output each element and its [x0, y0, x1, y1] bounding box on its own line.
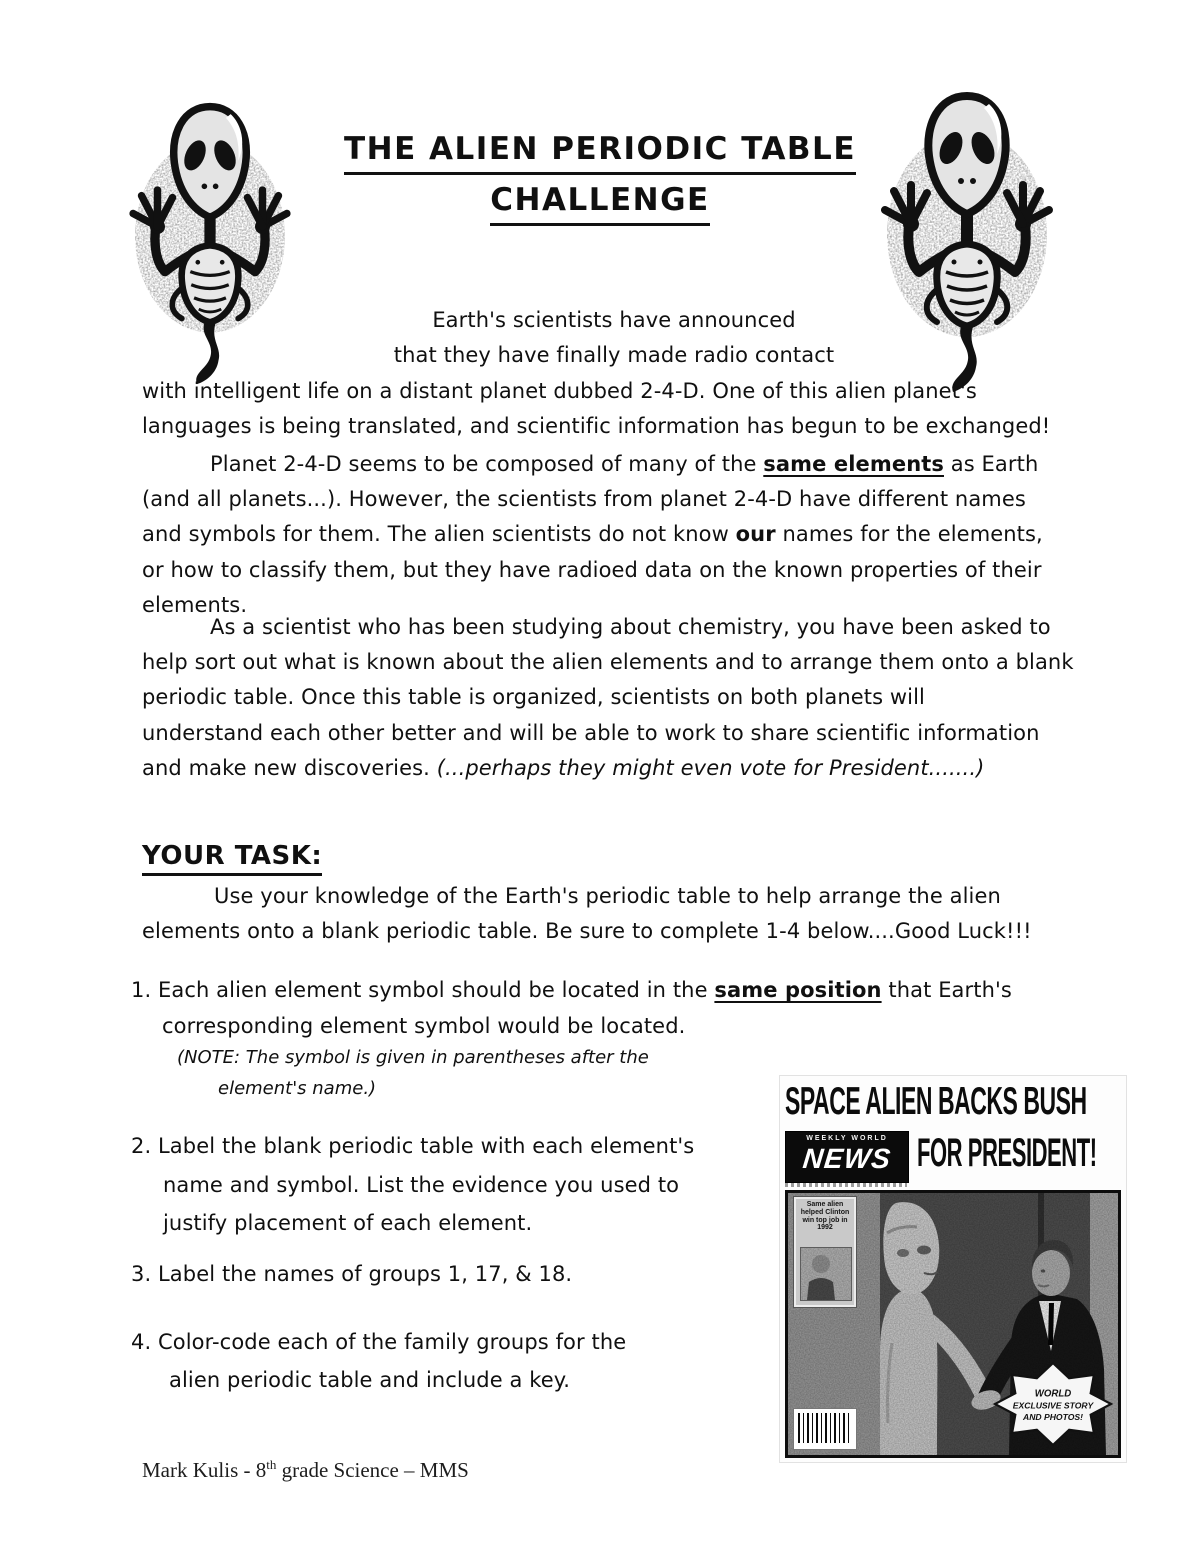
tabloid-clipping [780, 1076, 1126, 1462]
paragraph-line: periodic table. Once this table is organized, scientists on both planets will [142, 685, 925, 710]
paragraph-3 [142, 610, 1074, 786]
footer-author: Mark Kulis - 8 [142, 1458, 267, 1482]
intro-paragraph [142, 374, 1050, 444]
inset-previous-cover [794, 1197, 856, 1307]
barcode [793, 1408, 857, 1450]
burst-text-3: AND PHOTOS! [1022, 1412, 1084, 1423]
text-segment: Planet 2-4-D seems to be composed of many of the [210, 452, 764, 476]
tabloid-second-row [785, 1131, 1121, 1186]
tabloid-headline-top: SPACE ALIEN BACKS BUSH [785, 1080, 1087, 1124]
paragraph-line: understand each other better and will be able to work to share scientific information [142, 720, 1040, 745]
inset-portrait [801, 1248, 851, 1300]
masthead-fineprint-bar [785, 1183, 907, 1187]
task-item-3 [131, 1262, 572, 1286]
bold-text: our [735, 522, 776, 547]
list-item-line: 4. Color-code each of the family groups for the [131, 1330, 627, 1354]
paragraph-line: with intelligent life on a distant planet dubbed 2-4-D. One of this alien planet's [142, 379, 977, 403]
paragraph-line: Use your knowledge of the Earth's periodic table to help arrange the alien [214, 884, 1001, 908]
burst-text-1: WORLD [1034, 1388, 1072, 1400]
footer-school: grade Science – MMS [276, 1458, 469, 1482]
paragraph-line: or how to classify them, but they have radioed data on the known properties of their [142, 557, 1042, 582]
paragraph-line: languages is being translated, and scientific information has begun to be exchanged! [142, 414, 1051, 439]
list-item-line: corresponding element symbol would be located. [162, 1014, 686, 1038]
task-item-1 [131, 972, 1012, 1044]
paragraph-line: (and all planets...). However, the scientists from planet 2-4-D have different names [142, 487, 1026, 512]
paragraph-line: As a scientist who has been studying about chemistry, you have been asked to [210, 615, 1051, 639]
list-item-line: alien periodic table and include a key. [169, 1368, 571, 1392]
text-segment: and symbols for them. The alien scientists do not know [142, 522, 736, 547]
note-line: (NOTE: The symbol is given in parentheses after the [177, 1047, 649, 1068]
emphasized-text: same elements [763, 452, 944, 476]
list-item-line: justify placement of each element. [163, 1211, 533, 1235]
paragraph-line [142, 751, 1074, 786]
paragraph-line [142, 447, 1043, 482]
note-line: element's name.) [218, 1078, 377, 1099]
your-task-heading-wrap [142, 841, 322, 876]
list-item-line: 3. Label the names of groups 1, 17, & 18. [131, 1262, 573, 1286]
paragraph-line: elements onto a blank periodic table. Be sure to complete 1-4 below....Good Luck!!! [142, 919, 1032, 944]
weekly-world-news-logo [785, 1131, 909, 1183]
task-item-1-note [131, 1042, 649, 1104]
inset-caption: Same alien helped Clinton win top job in 1992 [800, 1201, 850, 1232]
emphasized-text: same position [714, 978, 882, 1002]
text-segment: as Earth [943, 452, 1039, 476]
masthead-news-text: NEWS [801, 1143, 893, 1174]
text-segment: 1. Each alien element symbol should be located in the [131, 978, 715, 1002]
page-title [0, 130, 1200, 226]
text-segment: that Earth's [881, 978, 1012, 1002]
task-item-2 [131, 1127, 694, 1243]
burst-text-2: EXCLUSIVE STORY [1012, 1400, 1094, 1411]
title-line-2: CHALLENGE [490, 181, 709, 226]
paragraph-line: elements. [142, 592, 248, 617]
list-item-line [131, 972, 1012, 1008]
italic-aside-text: (...perhaps they might even vote for President.......) [436, 755, 985, 780]
task-item-4 [131, 1323, 626, 1399]
inset-figure [800, 1247, 852, 1301]
paragraph-line: Earth's scientists have announced [432, 308, 796, 332]
footer-credit [142, 1457, 469, 1483]
title-line-1: THE ALIEN PERIODIC TABLE [344, 130, 856, 175]
tabloid-headline-bottom: FOR PRESIDENT! [917, 1131, 1097, 1176]
task-paragraph [142, 879, 1032, 949]
masthead-small-text: WEEKLY WORLD [806, 1135, 888, 1142]
intro-centered-lines [0, 303, 1200, 373]
paragraph-line [142, 517, 1043, 552]
footer-superscript: th [266, 1457, 277, 1472]
barcode-bars [798, 1413, 852, 1443]
world-exclusive-starburst [992, 1361, 1114, 1447]
list-item-line: 2. Label the blank periodic table with each element's [131, 1134, 695, 1158]
paragraph-line: help sort out what is known about the alien elements and to arrange them onto a blank [142, 650, 1074, 675]
text-segment: and make new discoveries. [142, 755, 437, 780]
list-item-line: name and symbol. List the evidence you used to [163, 1172, 680, 1197]
paragraph-line: that they have finally made radio contact [393, 343, 835, 368]
text-segment: names for the elements, [775, 522, 1043, 547]
tabloid-cover-photo [785, 1190, 1121, 1458]
your-task-heading: YOUR TASK: [142, 841, 322, 876]
paragraph-2 [142, 447, 1043, 623]
